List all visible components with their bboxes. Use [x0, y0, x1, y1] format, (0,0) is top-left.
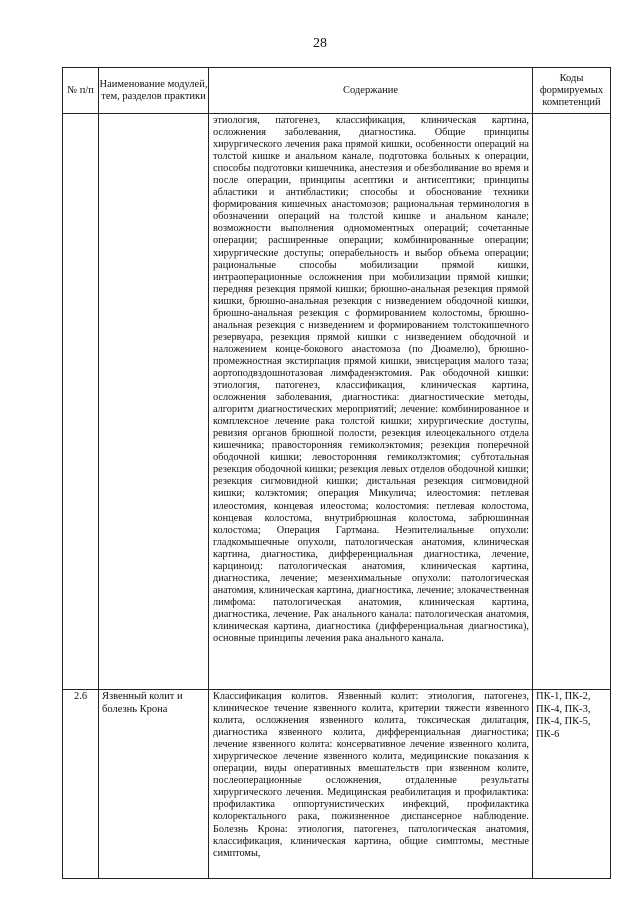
- header-number: № п/п: [63, 68, 99, 114]
- row-content: этиология, патогенез, классификация, клиническая картина, осложнения заболевания, диагностика. Общие принципы хирургического лечения рака прямой кишки, особенности операций на толстой кишке и анальном канале, подготовка больных к операции, способы подготовки кишечника, анестезия и обезболивание во время и после операции, принципы асептики и антисептики; принципы абластики и антибластики; способы и обоснование техники формирования кишечных анастомозов; рациональная терминология в обозначении операций на толстой кишке и анальном канале; возможности выполнения одномоментных операций; сочетанные операции; расширенные операции; комбинированные операции; хирургические доступы; операбельность и выбор объема операции; рациональные способы мобилизации прямой кишки, интраоперационные осложнения при мобилизации прямой кишки; передняя резекция прямой кишки; брюшно-анальная резекция прямой кишки, брюшно-анальная резекция с низведением ободочной кишки, брюшно-анальная резекция с формированием колостомы, брюшно-анальная резекция с низведением и формированием толстокишечного резервуара, резекция прямой кишки с низведением ободочной и наложением конце-бокового анастомоза (по Дюамелю), брюшно-промежностная экстирпация прямой кишки, эвисцерация малого таза; аортоподвздошнотазовая лимфаденэктомия. Рак ободочной кишки: этиология, патогенез, классификация, клиническая картина, осложнения заболевания, диагностика: диагностические методы, алгоритм диагностических мероприятий; лечение: комбинированное и комплексное лечение рака толстой кишки; хирургические доступы, ревизия органов брюшной полости, резекция илеоцекального отдела кишечника; правосторонняя гемиколэктомия; резекция поперечной ободочной кишки; левосторонняя гемиколэктомия; субтотальная резекция ободочной кишки; резекция левых отделов ободочной кишки; резекция сигмовидной кишки; дистальная резекция сигмовидной кишки; колэктомия; операция Микулича; илеостомия: петлевая илеостомия, концевая илеостома; колостомия: петлевая колостома, концевая колостома, внутрибрюшная колостома, забрюшинная колостома; Операция Гартмана. Неэпителиальные опухоли: гладкомышечные опухоли, патологическая анатомия, клиническая картина, диагностика, дифференциальная диагностика, лечение, карциноид: патологическая анатомия, клиническая картина, диагностика, лечение; мезенхимальные опухоли: патологическая анатомия, клиническая картина, диагностика, лечение; злокачественная лимфома: патологическая анатомия, клиническая картина, диагностика, лечение. Рак анального канала: патологическая анатомия, клиническая картина, диагностика (дифференциальная диагностика), основные принципы лечения рака анального канала.: [209, 114, 533, 690]
- row-content: Классификация колитов. Язвенный колит: этиология, патогенез, клиническое течение язвенного колита, критерии тяжести язвенного колита, осложнения язвенного колита, токсическая дилатация, диагностика язвенного колита, дифференциальная диагностика; лечение язвенного колита: консервативное лечение язвенного колита, хирургическое лечение язвенного колита, медицинские показания к операции, виды оперативных вмешательств при язвенном колите, послеоперационные осложнения, отдаленные результаты хирургического лечения. Медицинская реабилитация и профилактика: профилактика оппортунистических инфекций, профилактика колоректального рака, пожизненное диспансерное наблюдение. Болезнь Крона: этиология, патогенез, патологическая анатомия, классификация, клиническая картина, общие симптомы, местные симптомы,: [209, 690, 533, 879]
- competency-code-line: ПК-1, ПК-2,: [536, 691, 591, 702]
- header-competency-codes: Коды формируемых компетенций: [533, 68, 611, 114]
- competency-code-line: ПК-6: [536, 728, 560, 740]
- row-competency-codes: [533, 114, 611, 690]
- table-row: [63, 114, 611, 690]
- row-competency-codes: [533, 690, 611, 879]
- competency-code-line: ПК-4, ПК-5,: [536, 716, 591, 727]
- table-header-row: [63, 68, 611, 114]
- row-number: [63, 114, 99, 690]
- row-number: 2.6: [63, 690, 99, 879]
- page-number: 28: [313, 36, 327, 51]
- header-content: Содержание: [209, 68, 533, 114]
- table-row: [63, 690, 611, 879]
- row-module-name: Язвенный колит и болезнь Крона: [99, 690, 209, 879]
- competency-code-line: ПК-4, ПК-3,: [536, 703, 591, 715]
- curriculum-table: [62, 67, 611, 879]
- header-module-name: Наименование модулей, тем, разделов практики: [99, 68, 209, 114]
- row-module-name: [99, 114, 209, 690]
